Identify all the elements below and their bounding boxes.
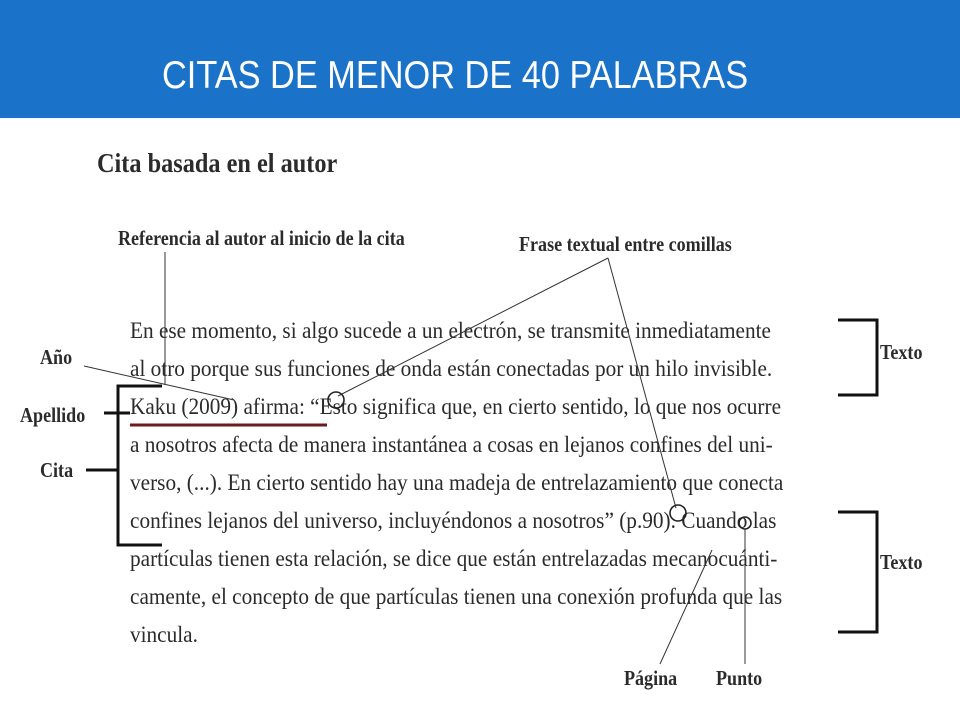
period-circle (739, 517, 751, 529)
section-title: Cita basada en el autor (97, 148, 338, 178)
label-anio: Año (40, 345, 73, 369)
label-apellido: Apellido (20, 403, 86, 427)
body-line-8: camente, el concepto de que partículas tienen una conexión profunda que las (130, 584, 783, 609)
label-texto-bottom: Texto (880, 550, 923, 574)
label-cita: Cita (40, 458, 74, 482)
body-line-3: Kaku (2009) afirma: “Esto significa que, en cierto sentido, lo que nos ocurre (130, 394, 782, 419)
label-texto-top: Texto (880, 340, 923, 364)
body-line-4: a nosotros afecta de manera instantánea a cosas en lejanos confines del uni- (130, 432, 773, 457)
body-line-6: confines lejanos del universo, incluyéndonos a nosotros” (p.90). Cuando las (130, 508, 777, 533)
frase-leader-open-quote (338, 258, 608, 396)
texto-bracket-top (838, 320, 877, 395)
open-quote-circle (328, 392, 344, 408)
label-frase-textual: Frase textual entre comillas (519, 232, 732, 256)
label-punto: Punto (716, 666, 763, 690)
texto-bracket-bottom (838, 512, 877, 632)
anio-leader-line (84, 366, 234, 400)
slide-title: CITAS DE MENOR DE 40 PALABRAS (162, 54, 749, 97)
label-pagina: Página (624, 666, 678, 690)
label-referencia: Referencia al autor al inicio de la cita (118, 226, 405, 250)
body-line-7: partículas tienen esta relación, se dice que están entrelazadas mecanocuánti- (130, 546, 778, 571)
body-line-1: En ese momento, si algo sucede a un electrón, se transmite inmediatamente (130, 318, 771, 343)
body-line-5: verso, (...). En cierto sentido hay una madeja de entrelazamiento que conecta (130, 470, 784, 495)
close-quote-circle (670, 505, 686, 521)
body-line-2: al otro porque sus funciones de onda están conectadas por un hilo invisible. (130, 356, 773, 381)
frase-leader-close-quote (608, 258, 676, 508)
cita-bracket (118, 386, 162, 545)
pagina-leader-line (660, 550, 712, 664)
body-line-9: vincula. (130, 622, 198, 647)
